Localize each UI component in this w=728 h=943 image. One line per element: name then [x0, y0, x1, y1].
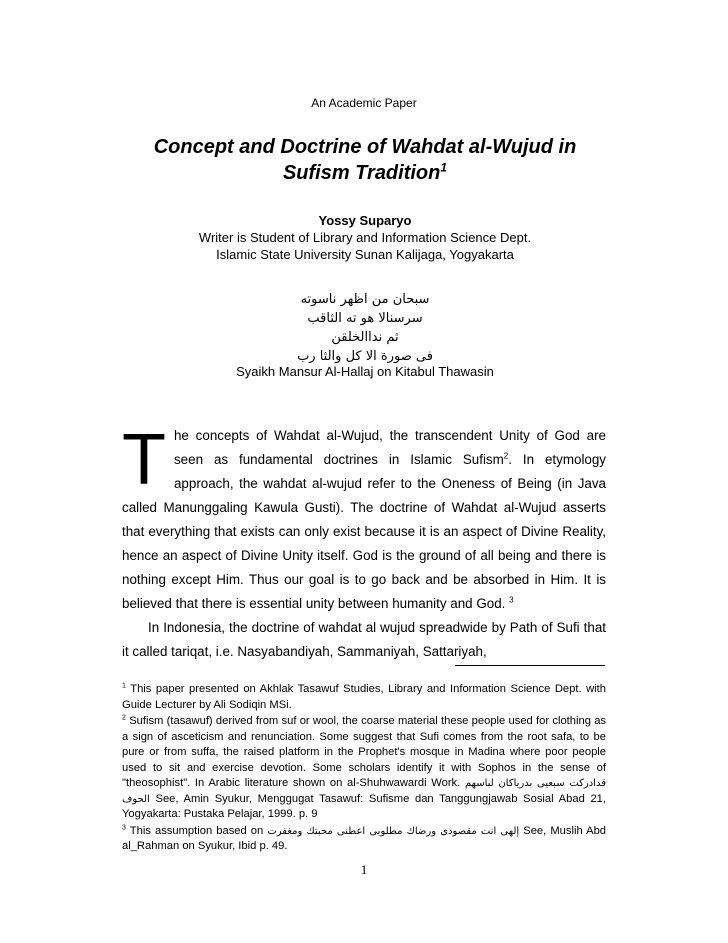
- author-name: Yossy Suparyo: [318, 213, 412, 228]
- footnote-ref-3: 3: [509, 595, 514, 605]
- epigraph-line: فى صورة الا كل والثا رب: [297, 349, 433, 364]
- title-line-2: Sufism Tradition$^1$: [282, 160, 448, 184]
- author-affiliation-2: Islamic State University Sunan Kalijaga, Yogyakarta: [216, 247, 514, 262]
- epigraph-arabic: [122, 290, 608, 366]
- body-text: [122, 420, 607, 664]
- footnote-3-arabic: إلهى انت مقصودى ورضاك مطلوبى اعطنى محبتك ومغفرت: [267, 825, 520, 837]
- title-footnote-marker: 1: [440, 160, 448, 175]
- author-block: [122, 212, 608, 263]
- epigraph-attribution: Syaikh Mansur Al-Hallaj on Kitabul Thawasin: [236, 364, 494, 379]
- footnote-3: $^3$ This assumption based on إلهى انت مقصودى ورضاك مطلوبى اعطنى محبتك ومغفرت See, Muslih Abd al_Rahman on Syukur, Ibid p. 49.: [122, 823, 607, 852]
- epigraph-line: ثم نداالخلقن: [331, 330, 399, 345]
- author-affiliation-1: Writer is Student of Library and Information Science Dept.: [198, 230, 532, 245]
- footnote-2: $^2$ Sufism (tasawuf) derived from suf or wool, the coarse material these people used for clothing as a sign of asceticism and renunciation. Some suggest that Sufi comes from the root safa, to be pure or from suffa, the raised platform in the Prophet's mosque in Madina where poor people used to sit and exercise devotion. Some scholars identify it with Sophos in the sense of "theosophist". In Arabic literature shown on al-Shuhwawardi Work. قدادركت سبعيى بدرياكان لباسهم الحوف See, Amin Syukur, Menggugat Tasawuf: Sufisme dan Tanggungjawab Sosial Abad 21, Yogyakarta: Pustaka Pelajar, 1999. p. 9: [122, 714, 607, 820]
- footnote-1: $^1$ This paper presented on Akhlak Tasawuf Studies, Library and Information Science Dept. with Guide Lecturer by Ali Sodiqin MSi.: [122, 682, 607, 711]
- epigraph-line: سرسنالا هو ته الثاقب: [307, 311, 423, 326]
- page-number: 1: [360, 862, 368, 877]
- footnote-divider: [455, 665, 605, 666]
- paragraph-1: The concepts of Wahdat al-Wujud, the transcendent Unity of God are seen as fundamental doctrines in Islamic Sufism$^2$. In etymology approach, the wahdat al-wujud refer to the Oneness of Being (in Java called Manunggaling Kawula Gusti). The doctrine of Wahdat al-Wujud asserts that everything that exists can only exist because it is an aspect of Divine Reality, hence an aspect of Divine Unity itself. God is the ground of all being and there is nothing except Him. Thus our goal is to go back and be absorbed in Him. It is believed that there is essential unity between humanity and God. $^3$: [122, 420, 607, 611]
- paper-title: [122, 134, 608, 186]
- paper-kicker: An Academic Paper: [311, 96, 417, 110]
- footnote-ref-2: 2: [503, 451, 509, 461]
- paragraph-2: In Indonesia, the doctrine of wahdat al wujud spreadwide by Path of Sufi that it called tariqat, i.e. Nasyabandiyah, Sammaniyah, Sattariyah,: [122, 620, 606, 659]
- drop-cap: T: [122, 420, 166, 500]
- footnote-2-arabic: قدادركت سبعيى بدرياكان لباسهم الحوف: [122, 778, 606, 805]
- epigraph-line: سبحان من اظهر ناسوته: [300, 292, 430, 307]
- footnotes: [122, 682, 606, 856]
- title-line-1: Concept and Doctrine of Wahdat al-Wujud in: [153, 136, 577, 158]
